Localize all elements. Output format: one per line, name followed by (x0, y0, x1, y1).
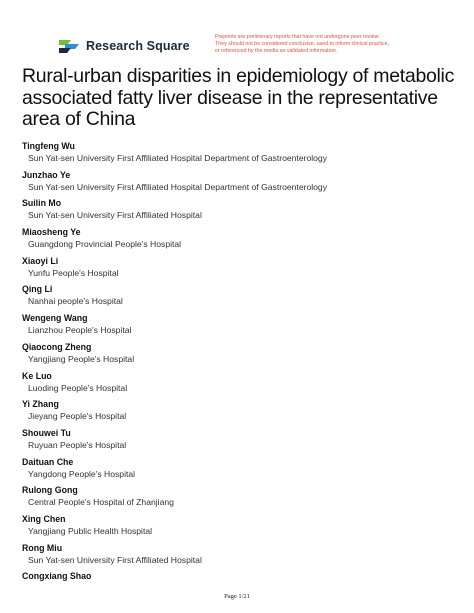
author-entry (22, 226, 462, 255)
page-number: Page 1/21 (224, 593, 250, 600)
research-square-logo-icon (57, 36, 81, 56)
author-name[interactable]: Junzhao Ye (22, 169, 71, 180)
author-entry (22, 197, 462, 226)
disclaimer-line: Preprints are preliminary reports that have not undergone peer review. (215, 34, 380, 40)
author-name[interactable]: Qiaocong Zheng (22, 341, 92, 352)
author-entry (22, 169, 462, 198)
paper-title: Rural-urban disparities in epidemiology of metabolic associated fatty liver disease in the representative area of China (22, 65, 455, 130)
author-affiliation: Central People's Hospital of Zhanjiang (28, 497, 174, 508)
author-entry (22, 312, 462, 341)
research-square-logo[interactable] (57, 36, 190, 56)
author-name[interactable]: Shouwei Tu (22, 427, 71, 438)
author-name[interactable]: Rulong Gong (22, 485, 78, 496)
author-affiliation: Yangdong People's Hospital (28, 468, 136, 479)
author-name[interactable]: Daituan Che (22, 456, 74, 467)
logo-text: Research Square (86, 39, 190, 53)
author-name[interactable]: Xing Chen (22, 513, 66, 524)
author-affiliation: Nanhai people's Hospital (28, 296, 123, 307)
author-name[interactable]: Wengeng Wang (22, 313, 88, 324)
author-affiliation: Luoding People's Hospital (28, 382, 128, 393)
author-entry (22, 456, 462, 485)
author-affiliation: Sun Yat-sen University First Affiliated Hospital Department of Gastroenterology (28, 153, 328, 163)
author-entry (22, 513, 462, 542)
author-affiliation: Guangdong Provincial People's Hospital (28, 239, 182, 250)
author-name[interactable]: Miaosheng Ye (22, 227, 81, 238)
preprint-header (57, 34, 437, 60)
author-entry (22, 255, 462, 284)
author-name[interactable]: Qing Li (22, 284, 53, 295)
author-affiliation: Jieyang People's Hospital (28, 411, 127, 422)
author-name[interactable]: Yi Zhang (22, 399, 59, 410)
author-affiliation: Sun Yat-sen University First Affiliated Hospital (28, 554, 202, 565)
author-entry (22, 398, 462, 427)
author-affiliation: Yunfu People's Hospital (28, 267, 119, 278)
author-entry (22, 427, 462, 456)
author-affiliation: Yangjiang People's Hospital (28, 353, 135, 364)
disclaimer-line: or referenced by the media as validated information. (215, 48, 338, 55)
author-entry (22, 484, 462, 513)
disclaimer-line: They should not be considered conclusive, used to inform clinical practice, (215, 41, 390, 48)
author-entry (22, 542, 462, 571)
author-name[interactable]: Ke Luo (22, 370, 52, 381)
preprint-disclaimer (215, 34, 437, 56)
author-affiliation: Sun Yat-sen University First Affiliated Hospital (28, 210, 202, 221)
author-entry (22, 140, 462, 169)
author-name[interactable]: Congxiang Shao (22, 571, 92, 582)
author-name[interactable]: Rong Miu (22, 542, 63, 553)
author-affiliation: Yangjiang Public Health Hospital (28, 525, 153, 536)
author-entry (22, 341, 462, 370)
author-name[interactable]: Suilin Mo (22, 198, 62, 209)
author-entry (22, 283, 462, 312)
author-entry (22, 370, 462, 399)
author-affiliation: Sun Yat-sen University First Affiliated Hospital Department of Gastroenterology (28, 181, 328, 192)
author-list (22, 140, 462, 599)
author-affiliation: Ruyuan People's Hospital (28, 439, 127, 450)
author-affiliation: Lianzhou People's Hospital (28, 325, 132, 336)
author-name[interactable]: Tingfeng Wu (22, 141, 75, 151)
author-name[interactable]: Xiaoyi Li (22, 255, 59, 266)
